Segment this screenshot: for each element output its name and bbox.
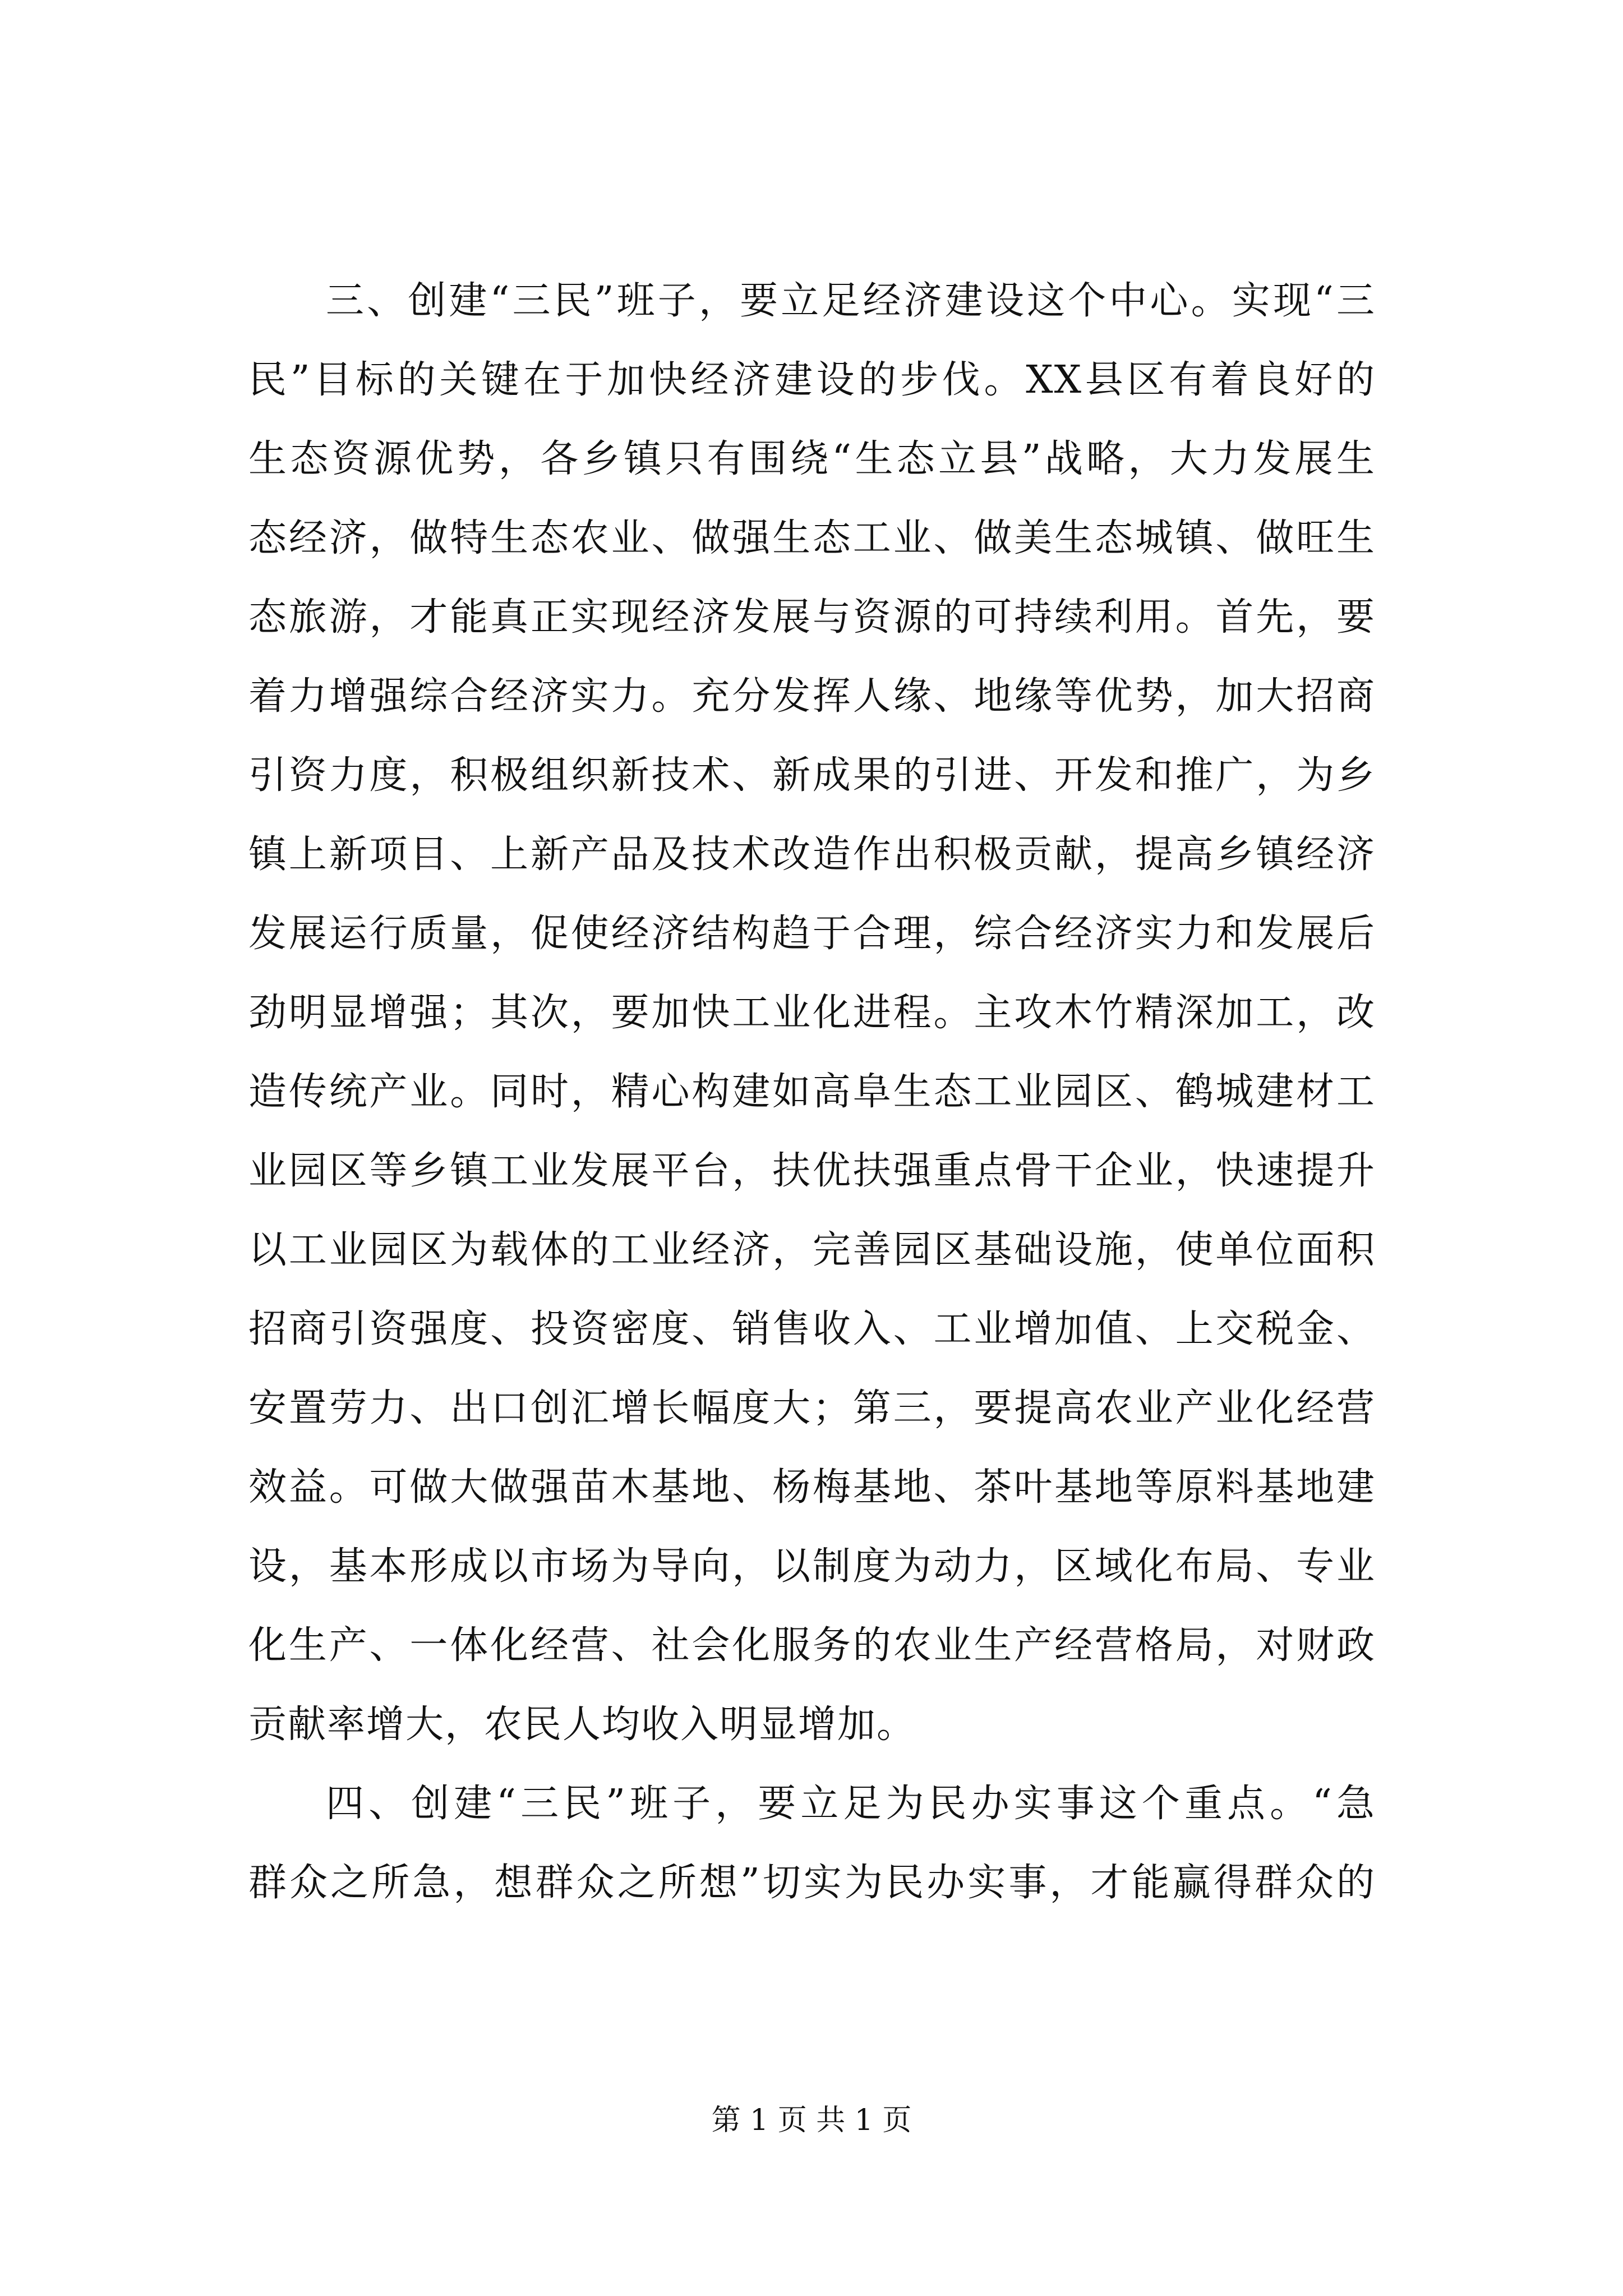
text-line: 态旅游，才能真正实现经济发展与资源的可持续利用。首先，要 <box>248 595 1376 639</box>
body-text <box>248 261 1376 1922</box>
text-line: 态经济，做特生态农业、做强生态工业、做美生态城镇、做旺生 <box>248 516 1376 560</box>
text-line: 化生产、一体化经营、社会化服务的农业生产经营格局，对财政 <box>248 1623 1376 1668</box>
text-line: 镇上新项目、上新产品及技术改造作出积极贡献，提高乡镇经济 <box>248 832 1376 877</box>
page-footer: 第 1 页 共 1 页 <box>711 2104 912 2137</box>
text-line: 生态资源优势，各乡镇只有围绕“生态立县”战略，大力发展生 <box>248 437 1376 481</box>
text-line: 民”目标的关键在于加快经济建设的步伐。XX县区有着良好的 <box>248 358 1376 402</box>
text-line: 业园区等乡镇工业发展平台，扶优扶强重点骨干企业，快速提升 <box>248 1149 1376 1193</box>
text-line: 以工业园区为载体的工业经济，完善园区基础设施，使单位面积 <box>248 1228 1376 1272</box>
text-line: 招商引资强度、投资密度、销售收入、工业增加值、上交税金、 <box>248 1307 1376 1351</box>
text-line: 发展运行质量，促使经济结构趋于合理，综合经济实力和发展后 <box>248 912 1376 956</box>
text-line: 三、创建“三民”班子，要立足经济建设这个中心。实现“三 <box>326 279 1376 323</box>
text-line: 四、创建“三民”班子，要立足为民办实事这个重点。“急 <box>326 1782 1376 1826</box>
text-line: 造传统产业。同时，精心构建如高阜生态工业园区、鹤城建材工 <box>248 1070 1376 1114</box>
text-line: 设，基本形成以市场为导向，以制度为动力，区域化布局、专业 <box>248 1544 1376 1589</box>
text-line: 引资力度，积极组织新技术、新成果的引进、开发和推广，为乡 <box>248 753 1376 798</box>
text-line: 着力增强综合经济实力。充分发挥人缘、地缘等优势，加大招商 <box>248 674 1376 719</box>
text-line: 安置劳力、出口创汇增长幅度大；第三，要提高农业产业化经营 <box>248 1386 1376 1430</box>
text-line: 劲明显增强；其次，要加快工业化进程。主攻木竹精深加工，改 <box>248 991 1376 1035</box>
text-line: 贡献率增大，农民人均收入明显增加。 <box>248 1703 916 1747</box>
paragraph-economic-construction <box>248 261 1376 1764</box>
text-line: 群众之所急，想群众之所想”切实为民办实事，才能赢得群众的 <box>248 1861 1376 1905</box>
text-line: 效益。可做大做强苗木基地、杨梅基地、茶叶基地等原料基地建 <box>248 1465 1376 1510</box>
paragraph-practical-matters <box>248 1764 1376 1922</box>
